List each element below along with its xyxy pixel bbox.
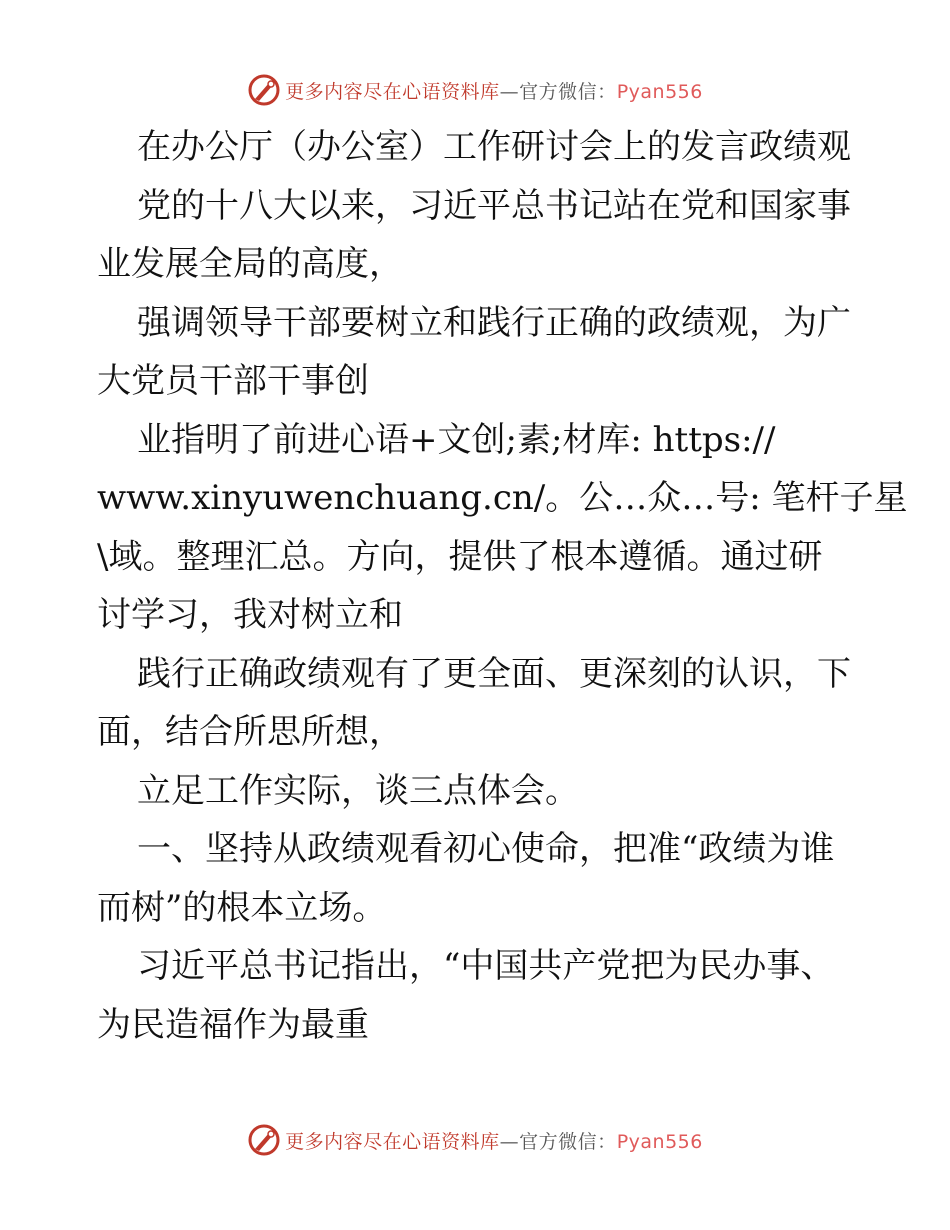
footer-brand-id: Pyan556: [616, 1130, 703, 1153]
header-watermark: [0, 70, 950, 110]
doc-line: 党的十八大以来，习近平总书记站在党和国家事: [137, 185, 851, 226]
footer-brand-main: 更多内容尽在心语资料库: [285, 1130, 500, 1153]
doc-line: 强调领导干部要树立和践行正确的政绩观，为广: [137, 302, 851, 343]
header-brand-text: [285, 77, 703, 104]
footer-brand-text: [285, 1127, 703, 1154]
doc-line: 践行正确政绩观有了更全面、更深刻的认识，下: [137, 653, 851, 694]
doc-line: 讨学习，我对树立和: [97, 595, 403, 635]
doc-line: \域。整理汇总。方向，提供了根本遵循。通过研: [97, 536, 823, 577]
doc-line: 为民造福作为最重: [97, 1004, 369, 1045]
footer-brand-label: 官方微信：: [519, 1130, 617, 1153]
footer-brand-dash: —: [499, 1130, 520, 1153]
doc-line: 大党员干部干事创: [97, 361, 369, 401]
doc-line: 习近平总书记指出，“中国共产党把为民办事、: [137, 946, 835, 986]
doc-line: 在办公厅（办公室）工作研讨会上的发言政绩观: [137, 127, 851, 167]
header-brand-id: Pyan556: [616, 80, 703, 103]
brand-logo-icon: [247, 1123, 281, 1157]
document-body: [97, 118, 908, 1054]
header-brand-dash: —: [499, 80, 520, 103]
doc-line: 业发展全局的高度，: [97, 244, 403, 284]
doc-line: 面，结合所思所想，: [97, 712, 403, 752]
doc-line: 立足工作实际，谈三点体会。: [137, 770, 579, 811]
header-brand-label: 官方微信：: [519, 80, 617, 103]
doc-line: 而树”的根本立场。: [97, 887, 387, 928]
footer-watermark: [0, 1120, 950, 1160]
header-brand-main: 更多内容尽在心语资料库: [285, 80, 500, 103]
doc-line: 业指明了前进心语+文创;素;材库: https://: [137, 419, 776, 460]
doc-line: 一、坚持从政绩观看初心使命，把准“政绩为谁: [137, 829, 835, 869]
brand-logo-icon: [247, 73, 281, 107]
doc-line: www.xinyuwenchuang.cn/。公…众…号: 笔杆子星: [97, 478, 908, 518]
